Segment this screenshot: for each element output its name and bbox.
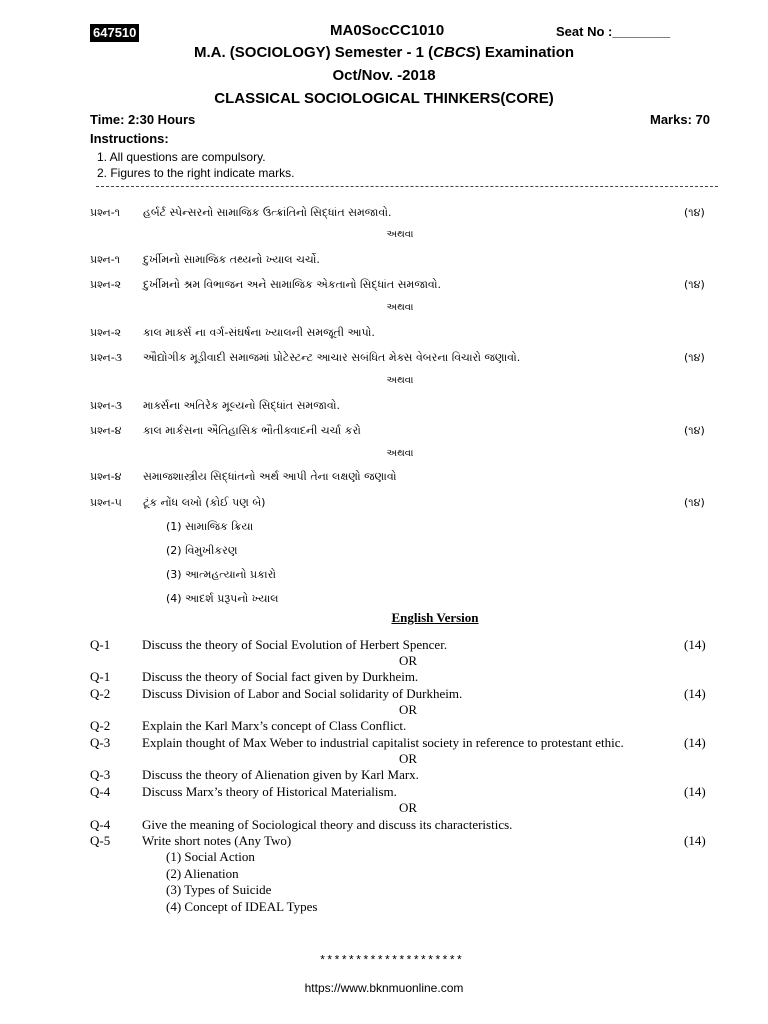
or-separator: OR xyxy=(398,653,418,668)
or-separator: OR xyxy=(398,800,418,815)
or-separator: OR xyxy=(398,702,418,717)
end-stars: ******************** xyxy=(318,954,464,968)
question-text: ટૂંક નોંધ લખો (કોઈ પણ બે) xyxy=(143,496,266,509)
short-note-item: (3) આત્મહત્યાનો પ્રકારો xyxy=(166,568,277,581)
short-note-item: (1) Social Action xyxy=(166,849,255,864)
question-text: Discuss the theory of Social fact given by Durkheim. xyxy=(142,669,419,684)
question-number: પ્રશ્ન-૧ xyxy=(90,253,121,266)
question-number: Q-4 xyxy=(90,817,111,832)
question-marks: (૧૪) xyxy=(684,278,705,291)
or-separator: અથવા xyxy=(386,375,414,386)
question-marks: (14) xyxy=(684,686,706,701)
question-marks: (14) xyxy=(684,784,706,799)
or-separator: અથવા xyxy=(386,302,414,313)
question-number: પ્રશ્ન-૨ xyxy=(90,278,122,291)
course-code: MA0SocCC1010 xyxy=(330,22,445,39)
question-text: Discuss the theory of Social Evolution of Herbert Spencer. xyxy=(142,637,448,652)
question-text: Discuss the theory of Alienation given by Karl Marx. xyxy=(142,767,419,782)
instruction-item: 2. Figures to the right indicate marks. xyxy=(97,166,295,180)
question-number: Q-1 xyxy=(90,637,111,652)
question-number: Q-1 xyxy=(90,669,111,684)
exam-session: Oct/Nov. -2018 xyxy=(332,67,436,84)
question-number: પ્રશ્ન-૧ xyxy=(90,206,121,219)
question-number: પ્રશ્ન-૫ xyxy=(90,496,122,509)
question-text: Discuss Marx’s theory of Historical Materialism. xyxy=(142,784,397,799)
or-separator: અથવા xyxy=(386,448,414,459)
question-number: Q-2 xyxy=(90,718,111,733)
question-text: કાલ માર્કસના ઐતિહાસિક ભૌતીક્વાદની ચર્ચા કરો xyxy=(143,424,361,437)
short-note-item: (2) Alienation xyxy=(166,866,239,881)
exam-title: M.A. (SOCIOLOGY) Semester - 1 (CBCS) Examination xyxy=(193,44,575,61)
instruction-item: 1. All questions are compulsory. xyxy=(97,150,266,164)
question-text: કાલ માર્ક્સ ના વર્ગ-સંઘર્ષના ખ્યાલની સમજૂતી આપો. xyxy=(143,326,375,339)
question-marks: (૧૪) xyxy=(684,351,705,364)
question-marks: (14) xyxy=(684,833,706,848)
question-marks: (14) xyxy=(684,637,706,652)
short-note-item: (2) વિમુખીકરણ xyxy=(166,544,238,557)
question-marks: (૧૪) xyxy=(684,496,705,509)
question-number: પ્રશ્ન-૩ xyxy=(90,351,122,364)
question-text: Explain thought of Max Weber to industrial capitalist society in reference to protestant ethic. xyxy=(142,735,624,750)
question-number: Q-3 xyxy=(90,767,111,782)
footer-url: https://www.bknmuonline.com xyxy=(304,981,464,995)
question-text: Discuss Division of Labor and Social solidarity of Durkheim. xyxy=(142,686,463,701)
subject-title: CLASSICAL SOCIOLOGICAL THINKERS(CORE) xyxy=(214,90,554,107)
question-number: પ્રશ્ન-૪ xyxy=(90,470,122,483)
english-version-title: English Version xyxy=(391,610,479,625)
question-marks: (14) xyxy=(684,735,706,750)
question-number: Q-5 xyxy=(90,833,111,848)
question-text: સમાજશાસ્ત્રીય સિદ્ધાંતનો અર્થ આપી તેના લક્ષણો જણાવો xyxy=(143,470,397,483)
or-separator: અથવા xyxy=(386,229,414,240)
question-text: માર્ક્સના અતિરેક મૂલ્યનો સિદ્ધાંત સમજાવો. xyxy=(143,399,340,412)
short-note-item: (4) આદર્શ પ્રરૂપનો ખ્યાલ xyxy=(166,592,279,605)
question-text: ઔદ્યોગીક મૂડીવાદી સમાજમાં પ્રોટેસ્ટન્ટ આચાર સબંધિત મેક્સ વેબરના વિચારો જણાવો. xyxy=(143,351,521,364)
question-text: હર્બર્ટ સ્પેન્સરનો સામાજિક ઉત્ક્રાંતિનો સિદ્ધાંત સમજાવો. xyxy=(143,206,392,219)
question-number: Q-2 xyxy=(90,686,111,701)
or-separator: OR xyxy=(398,751,418,766)
question-number: પ્રશ્ન-૩ xyxy=(90,399,122,412)
question-number: પ્રશ્ન-૪ xyxy=(90,424,122,437)
question-text: દુર્ખીમનો સામાજિક તથ્યનો ખ્યાલ ચર્ચો. xyxy=(143,253,320,266)
question-text: દુર્ખીમનો શ્રમ વિભાજન અને સામાજિક એકતાનો સિદ્ધાંત સમજાવો. xyxy=(143,278,442,291)
separator-line xyxy=(96,186,718,187)
short-note-item: (3) Types of Suicide xyxy=(166,882,272,897)
paper-id-badge: 647510 xyxy=(90,24,139,42)
question-number: Q-3 xyxy=(90,735,111,750)
short-note-item: (4) Concept of IDEAL Types xyxy=(166,899,318,914)
question-text: Give the meaning of Sociological theory and discuss its characteristics. xyxy=(142,817,513,832)
seat-number-label: Seat No :________ xyxy=(556,24,671,39)
question-text: Explain the Karl Marx’s concept of Class Conflict. xyxy=(142,718,407,733)
instructions-title: Instructions: xyxy=(90,131,169,146)
time-label: Time: 2:30 Hours xyxy=(90,112,196,127)
marks-label: Marks: 70 xyxy=(650,112,710,127)
question-marks: (૧૪) xyxy=(684,206,705,219)
question-text: Write short notes (Any Two) xyxy=(142,833,292,848)
question-marks: (૧૪) xyxy=(684,424,705,437)
short-note-item: (1) સામાજિક ક્રિયા xyxy=(166,520,254,533)
question-number: Q-4 xyxy=(90,784,111,799)
question-number: પ્રશ્ન-૨ xyxy=(90,326,122,339)
